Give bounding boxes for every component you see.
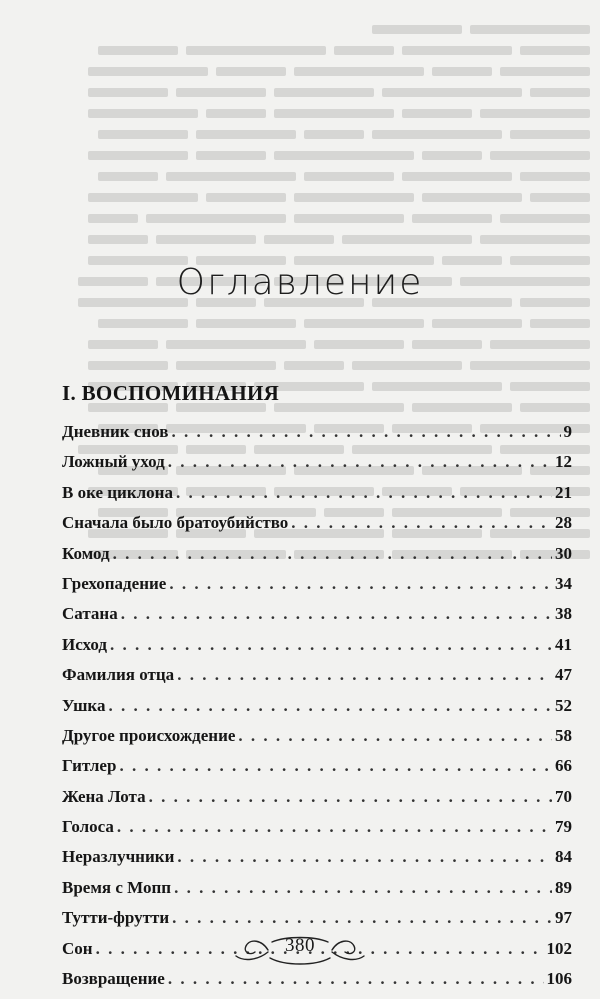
toc-entry xyxy=(62,422,572,452)
toc-entry-title: Неразлучники xyxy=(62,847,175,867)
page-title: Оглавление xyxy=(176,262,424,303)
toc-entry-title: Другое происхождение xyxy=(62,725,236,745)
toc-entry-page: 21 xyxy=(555,482,572,502)
dot-leader xyxy=(121,604,552,624)
toc-entry-title: Фамилия отца xyxy=(62,665,175,685)
toc-entry-page: 9 xyxy=(563,422,572,441)
toc-entry xyxy=(62,544,572,574)
toc-entry xyxy=(62,756,572,786)
dot-leader xyxy=(108,696,552,716)
toc-entry-title: Сон xyxy=(62,938,93,958)
toc-entry-title: Ушка xyxy=(62,695,106,715)
toc-entry xyxy=(62,574,572,604)
toc-entry-title: Сатана xyxy=(62,604,118,624)
toc-entry-page: 58 xyxy=(555,725,572,745)
toc-entry-page: 38 xyxy=(555,604,572,624)
toc-entry xyxy=(62,635,572,665)
toc-entry-page: 97 xyxy=(555,908,572,928)
toc-entry xyxy=(62,604,572,634)
toc-entry-page: 47 xyxy=(555,665,572,685)
toc-entry-page: 28 xyxy=(555,513,572,533)
toc-entry-page: 89 xyxy=(555,877,572,897)
dot-leader xyxy=(291,513,552,533)
toc-entry-title: Возвращение xyxy=(62,969,165,989)
toc-entry-page: 66 xyxy=(555,756,572,776)
dot-leader xyxy=(168,452,552,472)
toc-entry-title: Исход xyxy=(62,634,108,654)
dot-leader xyxy=(238,726,552,746)
table-of-contents xyxy=(62,422,572,999)
dot-leader xyxy=(169,574,552,594)
dot-leader xyxy=(174,878,552,898)
toc-entry-page: 79 xyxy=(555,817,572,837)
toc-entry xyxy=(62,665,572,695)
toc-entry-title: Тутти-фрутти xyxy=(62,908,170,928)
dot-leader xyxy=(119,756,552,776)
toc-entry xyxy=(62,847,572,877)
toc-entry-page: 102 xyxy=(546,938,572,958)
dot-leader xyxy=(177,847,552,867)
toc-entry xyxy=(62,483,572,513)
toc-entry-title: Голоса xyxy=(62,817,114,837)
toc-entry-title: Жена Лота xyxy=(62,786,146,806)
section-heading: I. ВОСПОМИНАНИЯ xyxy=(62,381,280,405)
toc-entry-page: 30 xyxy=(555,543,572,563)
dot-leader xyxy=(110,635,552,655)
toc-entry-title: Дневник снов xyxy=(62,422,169,441)
toc-entry-page: 34 xyxy=(555,573,572,593)
toc-entry-title: Комод xyxy=(62,543,110,563)
toc-entry-title: Сначала было братоубийство xyxy=(62,513,289,533)
toc-entry-page: 106 xyxy=(546,969,572,989)
toc-entry-title: Время с Мопп xyxy=(62,877,172,897)
toc-entry xyxy=(62,787,572,817)
toc-entry xyxy=(62,696,572,726)
dot-leader xyxy=(113,544,552,564)
toc-entry xyxy=(62,878,572,908)
toc-entry-title: В оке циклона xyxy=(62,482,173,502)
toc-entry-title: Ложный уход xyxy=(62,452,165,472)
dot-leader xyxy=(171,422,560,442)
toc-entry xyxy=(62,726,572,756)
toc-entry xyxy=(62,513,572,543)
toc-entry-page: 70 xyxy=(555,786,572,806)
toc-entry-page: 12 xyxy=(555,452,572,472)
dot-leader xyxy=(149,787,552,807)
dot-leader xyxy=(117,817,552,837)
toc-entry-page: 84 xyxy=(555,847,572,867)
toc-entry-title: Грехопадение xyxy=(62,573,167,593)
dot-leader xyxy=(172,908,552,928)
dot-leader xyxy=(177,665,552,685)
toc-entry-title: Гитлер xyxy=(62,756,117,776)
page-number: 380 xyxy=(285,935,315,956)
dot-leader xyxy=(176,483,552,503)
toc-entry-page: 52 xyxy=(555,695,572,715)
toc-entry-page: 41 xyxy=(555,634,572,654)
toc-entry xyxy=(62,817,572,847)
toc-entry xyxy=(62,452,572,482)
